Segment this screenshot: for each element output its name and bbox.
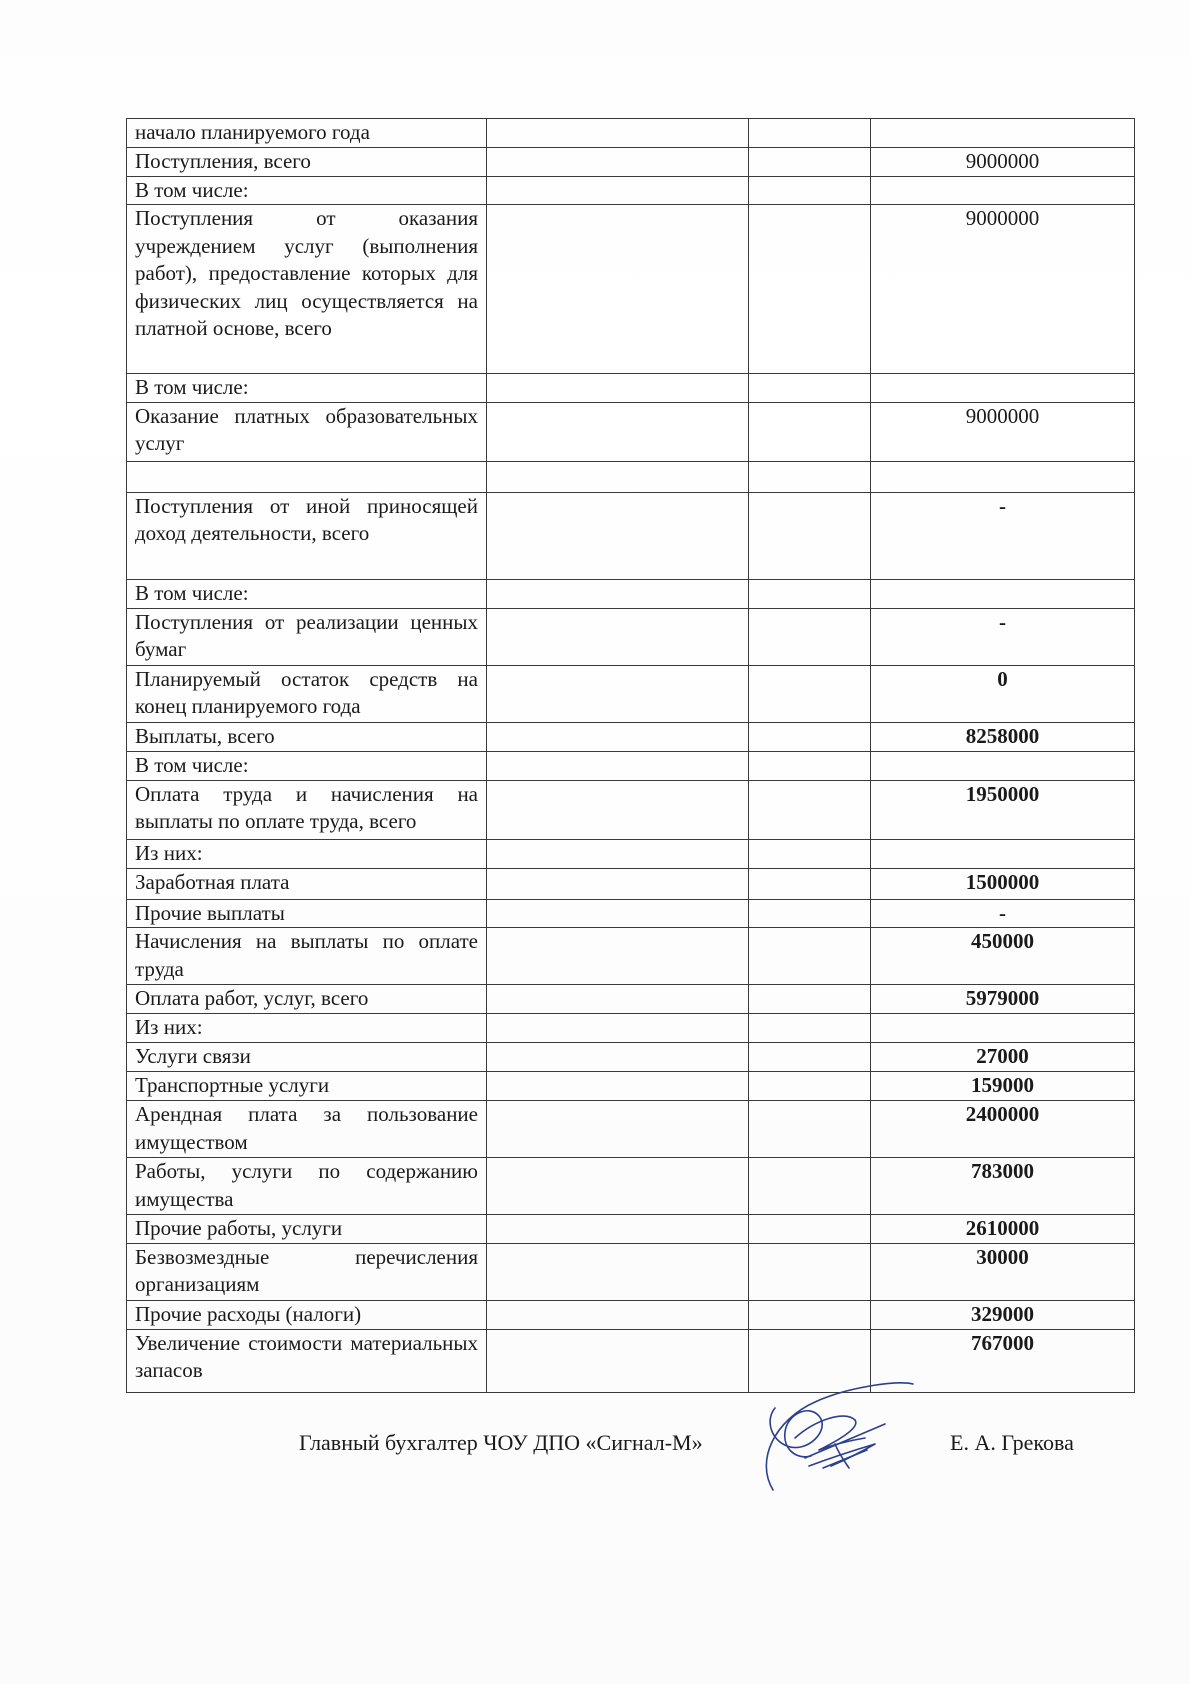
row-value: 8258000 bbox=[871, 722, 1135, 751]
row-value: 5979000 bbox=[871, 985, 1135, 1014]
empty-cell bbox=[749, 722, 871, 751]
empty-cell bbox=[749, 1215, 871, 1244]
empty-cell bbox=[749, 780, 871, 839]
row-label: Выплаты, всего bbox=[127, 722, 487, 751]
row-value bbox=[871, 374, 1135, 403]
empty-cell bbox=[749, 868, 871, 899]
row-value: 9000000 bbox=[871, 402, 1135, 461]
empty-cell bbox=[749, 928, 871, 985]
empty-cell bbox=[487, 147, 749, 176]
empty-cell bbox=[749, 492, 871, 579]
empty-cell bbox=[487, 1043, 749, 1072]
row-label: Заработная плата bbox=[127, 868, 487, 899]
table-row bbox=[127, 868, 1135, 899]
empty-cell bbox=[487, 176, 749, 205]
table-row bbox=[127, 1243, 1135, 1300]
empty-cell bbox=[487, 579, 749, 608]
row-value: 1500000 bbox=[871, 868, 1135, 899]
row-value: 450000 bbox=[871, 928, 1135, 985]
table-row bbox=[127, 147, 1135, 176]
table-body bbox=[127, 119, 1135, 1393]
empty-cell bbox=[749, 1101, 871, 1158]
empty-cell bbox=[487, 1215, 749, 1244]
row-label: Безвозмездные перечисления организациям bbox=[127, 1243, 487, 1300]
row-label: начало планируемого года bbox=[127, 119, 487, 148]
empty-cell bbox=[487, 608, 749, 665]
table-row bbox=[127, 665, 1135, 722]
row-value bbox=[871, 579, 1135, 608]
table-row bbox=[127, 374, 1135, 403]
empty-cell bbox=[487, 928, 749, 985]
row-label: Увеличение стоимости материальных запасов bbox=[127, 1329, 487, 1392]
empty-cell bbox=[487, 1158, 749, 1215]
row-value bbox=[871, 839, 1135, 868]
row-label: Планируемый остаток средств на конец планируемого года bbox=[127, 665, 487, 722]
empty-cell bbox=[487, 1014, 749, 1043]
row-label: Прочие работы, услуги bbox=[127, 1215, 487, 1244]
row-value: 1950000 bbox=[871, 780, 1135, 839]
empty-cell bbox=[749, 402, 871, 461]
row-value: 2610000 bbox=[871, 1215, 1135, 1244]
empty-cell bbox=[749, 1072, 871, 1101]
signer-position: Главный бухгалтер ЧОУ ДПО «Сигнал-М» bbox=[299, 1430, 703, 1455]
table-row bbox=[127, 839, 1135, 868]
row-label: Транспортные услуги bbox=[127, 1072, 487, 1101]
row-label: Услуги связи bbox=[127, 1043, 487, 1072]
row-label: Оказание платных образовательных услуг bbox=[127, 402, 487, 461]
row-value bbox=[871, 119, 1135, 148]
row-label: Поступления от иной приносящей доход деятельности, всего bbox=[127, 492, 487, 579]
row-value: - bbox=[871, 608, 1135, 665]
table-row bbox=[127, 1072, 1135, 1101]
row-value: - bbox=[871, 492, 1135, 579]
row-label: Арендная плата за пользование имуществом bbox=[127, 1101, 487, 1158]
row-value: 9000000 bbox=[871, 205, 1135, 374]
table-row bbox=[127, 780, 1135, 839]
row-value: 27000 bbox=[871, 1043, 1135, 1072]
table-row bbox=[127, 1014, 1135, 1043]
table-row bbox=[127, 985, 1135, 1014]
row-value bbox=[871, 751, 1135, 780]
row-value: 2400000 bbox=[871, 1101, 1135, 1158]
empty-cell bbox=[487, 665, 749, 722]
table-row bbox=[127, 608, 1135, 665]
row-value: 329000 bbox=[871, 1300, 1135, 1329]
signer-name: Е. А. Грекова bbox=[950, 1430, 1074, 1455]
empty-cell bbox=[487, 868, 749, 899]
row-label: В том числе: bbox=[127, 176, 487, 205]
row-value: 159000 bbox=[871, 1072, 1135, 1101]
row-label: Оплата труда и начисления на выплаты по оплате труда, всего bbox=[127, 780, 487, 839]
table-row bbox=[127, 751, 1135, 780]
table-row bbox=[127, 899, 1135, 928]
empty-cell bbox=[749, 665, 871, 722]
row-label: Прочие выплаты bbox=[127, 899, 487, 928]
row-label: Поступления, всего bbox=[127, 147, 487, 176]
row-label: Оплата работ, услуг, всего bbox=[127, 985, 487, 1014]
empty-cell bbox=[487, 1329, 749, 1392]
empty-cell bbox=[487, 1300, 749, 1329]
empty-cell bbox=[487, 492, 749, 579]
empty-cell bbox=[487, 119, 749, 148]
row-label: Из них: bbox=[127, 1014, 487, 1043]
table-row bbox=[127, 461, 1135, 492]
table-row bbox=[127, 579, 1135, 608]
empty-cell bbox=[749, 119, 871, 148]
empty-cell bbox=[749, 1043, 871, 1072]
row-label bbox=[127, 461, 487, 492]
empty-cell bbox=[749, 461, 871, 492]
table-row bbox=[127, 928, 1135, 985]
empty-cell bbox=[749, 1014, 871, 1043]
signature-icon bbox=[735, 1380, 925, 1500]
empty-cell bbox=[749, 176, 871, 205]
empty-cell bbox=[487, 751, 749, 780]
table-row bbox=[127, 1158, 1135, 1215]
row-label: Поступления от оказания учреждением услуг (выполнения работ), предоставление которых для физических лиц осуществляется на платной основе, всего bbox=[127, 205, 487, 374]
row-label: Прочие расходы (налоги) bbox=[127, 1300, 487, 1329]
table-row bbox=[127, 1329, 1135, 1392]
empty-cell bbox=[749, 1243, 871, 1300]
row-label: Работы, услуги по содержанию имущества bbox=[127, 1158, 487, 1215]
empty-cell bbox=[487, 839, 749, 868]
row-label: В том числе: bbox=[127, 579, 487, 608]
empty-cell bbox=[487, 1243, 749, 1300]
table-row bbox=[127, 492, 1135, 579]
row-label: Начисления на выплаты по оплате труда bbox=[127, 928, 487, 985]
row-value: 30000 bbox=[871, 1243, 1135, 1300]
row-label: Поступления от реализации ценных бумаг bbox=[127, 608, 487, 665]
empty-cell bbox=[749, 608, 871, 665]
empty-cell bbox=[749, 899, 871, 928]
empty-cell bbox=[487, 205, 749, 374]
empty-cell bbox=[487, 780, 749, 839]
empty-cell bbox=[749, 205, 871, 374]
empty-cell bbox=[487, 1072, 749, 1101]
empty-cell bbox=[487, 722, 749, 751]
empty-cell bbox=[487, 1101, 749, 1158]
row-label: В том числе: bbox=[127, 751, 487, 780]
row-label: Из них: bbox=[127, 839, 487, 868]
table-row bbox=[127, 1300, 1135, 1329]
table-row bbox=[127, 1215, 1135, 1244]
row-label: В том числе: bbox=[127, 374, 487, 403]
row-value: 767000 bbox=[871, 1329, 1135, 1392]
empty-cell bbox=[487, 461, 749, 492]
empty-cell bbox=[749, 985, 871, 1014]
empty-cell bbox=[749, 751, 871, 780]
empty-cell bbox=[487, 374, 749, 403]
row-value: 783000 bbox=[871, 1158, 1135, 1215]
empty-cell bbox=[487, 899, 749, 928]
table-row bbox=[127, 1101, 1135, 1158]
row-value: 9000000 bbox=[871, 147, 1135, 176]
row-value: 0 bbox=[871, 665, 1135, 722]
table-row bbox=[127, 205, 1135, 374]
empty-cell bbox=[749, 374, 871, 403]
table-row bbox=[127, 176, 1135, 205]
empty-cell bbox=[749, 579, 871, 608]
financial-plan-table bbox=[126, 118, 1135, 1393]
empty-cell bbox=[487, 402, 749, 461]
empty-cell bbox=[749, 839, 871, 868]
row-value: - bbox=[871, 899, 1135, 928]
empty-cell bbox=[487, 985, 749, 1014]
row-value bbox=[871, 1014, 1135, 1043]
table-row bbox=[127, 119, 1135, 148]
row-value bbox=[871, 176, 1135, 205]
table-row bbox=[127, 402, 1135, 461]
table-row bbox=[127, 1043, 1135, 1072]
table-row bbox=[127, 722, 1135, 751]
empty-cell bbox=[749, 1158, 871, 1215]
row-value bbox=[871, 461, 1135, 492]
empty-cell bbox=[749, 1300, 871, 1329]
empty-cell bbox=[749, 147, 871, 176]
